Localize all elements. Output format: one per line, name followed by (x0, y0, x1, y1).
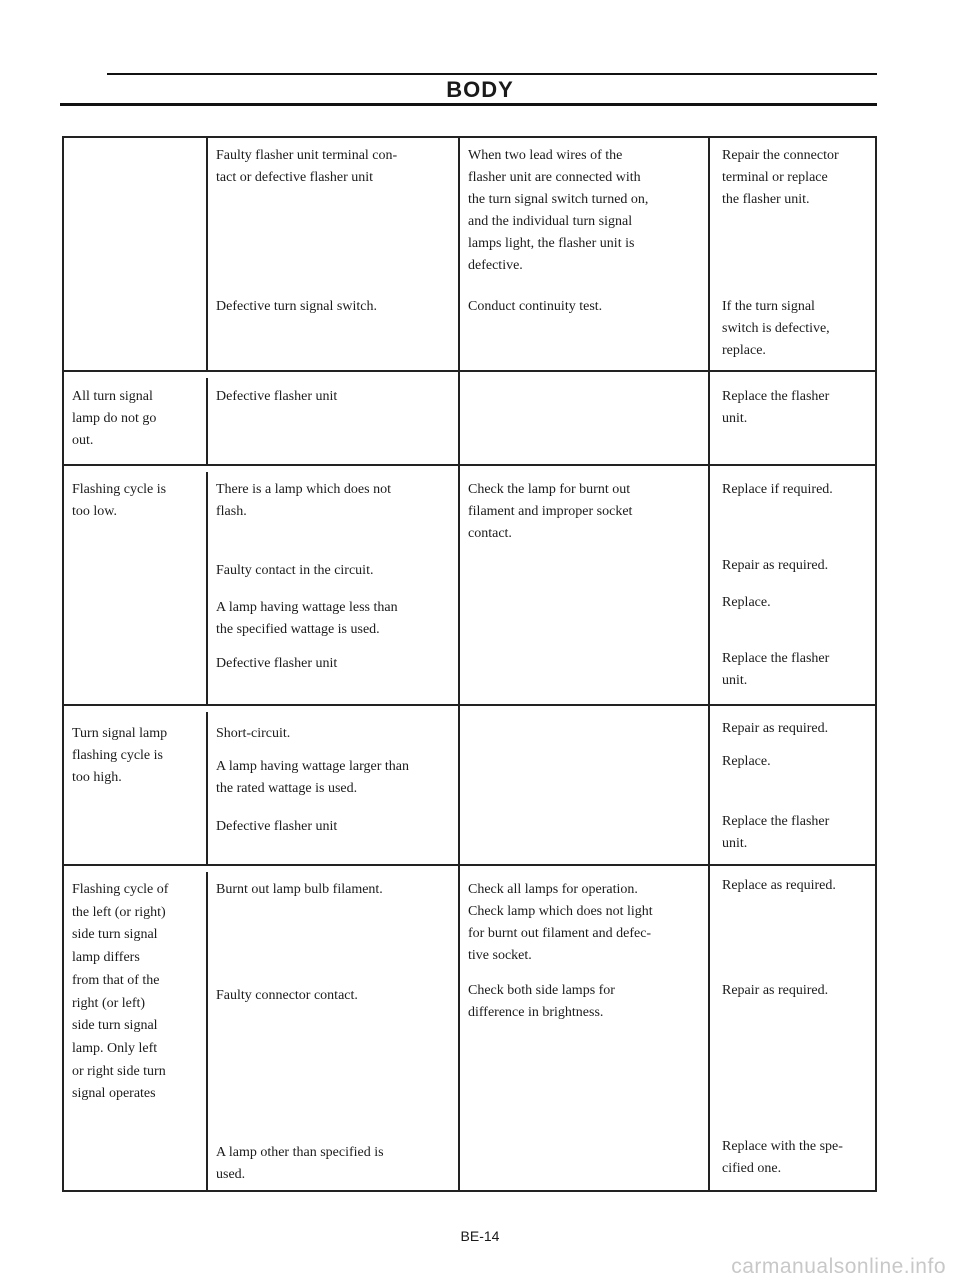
cause-cell: A lamp having wattage larger than the rated wattage is used. (216, 759, 409, 796)
cause-cell: Faulty connector contact. (216, 988, 358, 1003)
condition-cell: Flashing cycle of the left (or right) side turn signal lamp differs from that of the right (or left) side turn signal lamp. Only left or right side turn signal operates (72, 882, 169, 1102)
cause-cell: Short-circuit. (216, 726, 291, 741)
column-divider-1 (206, 872, 208, 1192)
table-right-border (875, 136, 877, 1192)
table-top-border (62, 136, 877, 138)
cause-cell: Defective turn signal switch. (216, 299, 377, 314)
cause-cell: Defective flasher unit (216, 819, 338, 834)
remedy-cell: Replace the flasher unit. (722, 651, 830, 688)
condition-cell: Flashing cycle is too low. (72, 482, 167, 519)
remedy-cell: Replace if required. (722, 482, 833, 497)
remedy-cell: Replace. (722, 754, 771, 769)
remedy-cell: Replace the flasher unit. (722, 389, 830, 426)
page-title: BODY (446, 77, 514, 102)
page-number: BE-14 (460, 1228, 500, 1244)
cause-cell: Defective flasher unit (216, 389, 338, 404)
remedy-cell: Replace as required. (722, 878, 836, 893)
header-rule-bottom (60, 103, 877, 106)
column-divider-1 (206, 472, 208, 704)
check-cell: Check both side lamps for difference in brightness. (468, 983, 615, 1020)
cause-cell: A lamp having wattage less than the specified wattage is used. (216, 600, 398, 637)
check-cell: Check the lamp for burnt out filament and improper socket contact. (468, 482, 633, 541)
check-cell: Conduct continuity test. (468, 299, 603, 314)
remedy-cell: Replace with the spe- cified one. (722, 1139, 843, 1176)
cause-cell: Faulty contact in the circuit. (216, 563, 374, 578)
group-separator (62, 370, 877, 372)
remedy-cell: Repair the connector terminal or replace the flasher unit. (722, 148, 839, 207)
remedy-cell: Repair as required. (722, 721, 829, 736)
group-separator (62, 464, 877, 466)
check-cell: Check all lamps for operation. Check lamp which does not light for burnt out filament and defec- tive socket. (468, 882, 653, 963)
check-cell: When two lead wires of the flasher unit are connected with the turn signal switch turned on, and the individual turn signal lamps light, the flasher unit is defective. (468, 148, 649, 273)
cause-cell: There is a lamp which does not flash. (216, 482, 391, 519)
column-divider-1 (206, 136, 208, 370)
group-separator (62, 704, 877, 706)
cause-cell: A lamp other than specified is used. (216, 1145, 384, 1182)
remedy-cell: Replace the flasher unit. (722, 814, 830, 851)
group-separator (62, 864, 877, 866)
condition-cell: Turn signal lamp flashing cycle is too high. (72, 726, 168, 785)
remedy-cell: If the turn signal switch is defective, replace. (722, 299, 830, 358)
cause-cell: Burnt out lamp bulb filament. (216, 882, 383, 897)
column-divider-2 (458, 136, 460, 1192)
condition-cell: All turn signal lamp do not go out. (72, 389, 157, 448)
remedy-cell: Repair as required. (722, 558, 829, 573)
column-divider-3 (708, 136, 710, 1192)
remedy-cell: Repair as required. (722, 983, 829, 998)
table-bottom-border (62, 1190, 877, 1192)
watermark: carmanualsonline.info (731, 1255, 946, 1278)
table-left-border (62, 136, 64, 1192)
remedy-cell: Faulty flasher unit terminal con- tact or defective flasher unit (216, 148, 398, 185)
column-divider-1 (206, 712, 208, 864)
cause-cell: Defective flasher unit (216, 656, 338, 671)
column-divider-1 (206, 378, 208, 464)
remedy-cell: Replace. (722, 595, 771, 610)
header-rule-top (107, 73, 877, 75)
